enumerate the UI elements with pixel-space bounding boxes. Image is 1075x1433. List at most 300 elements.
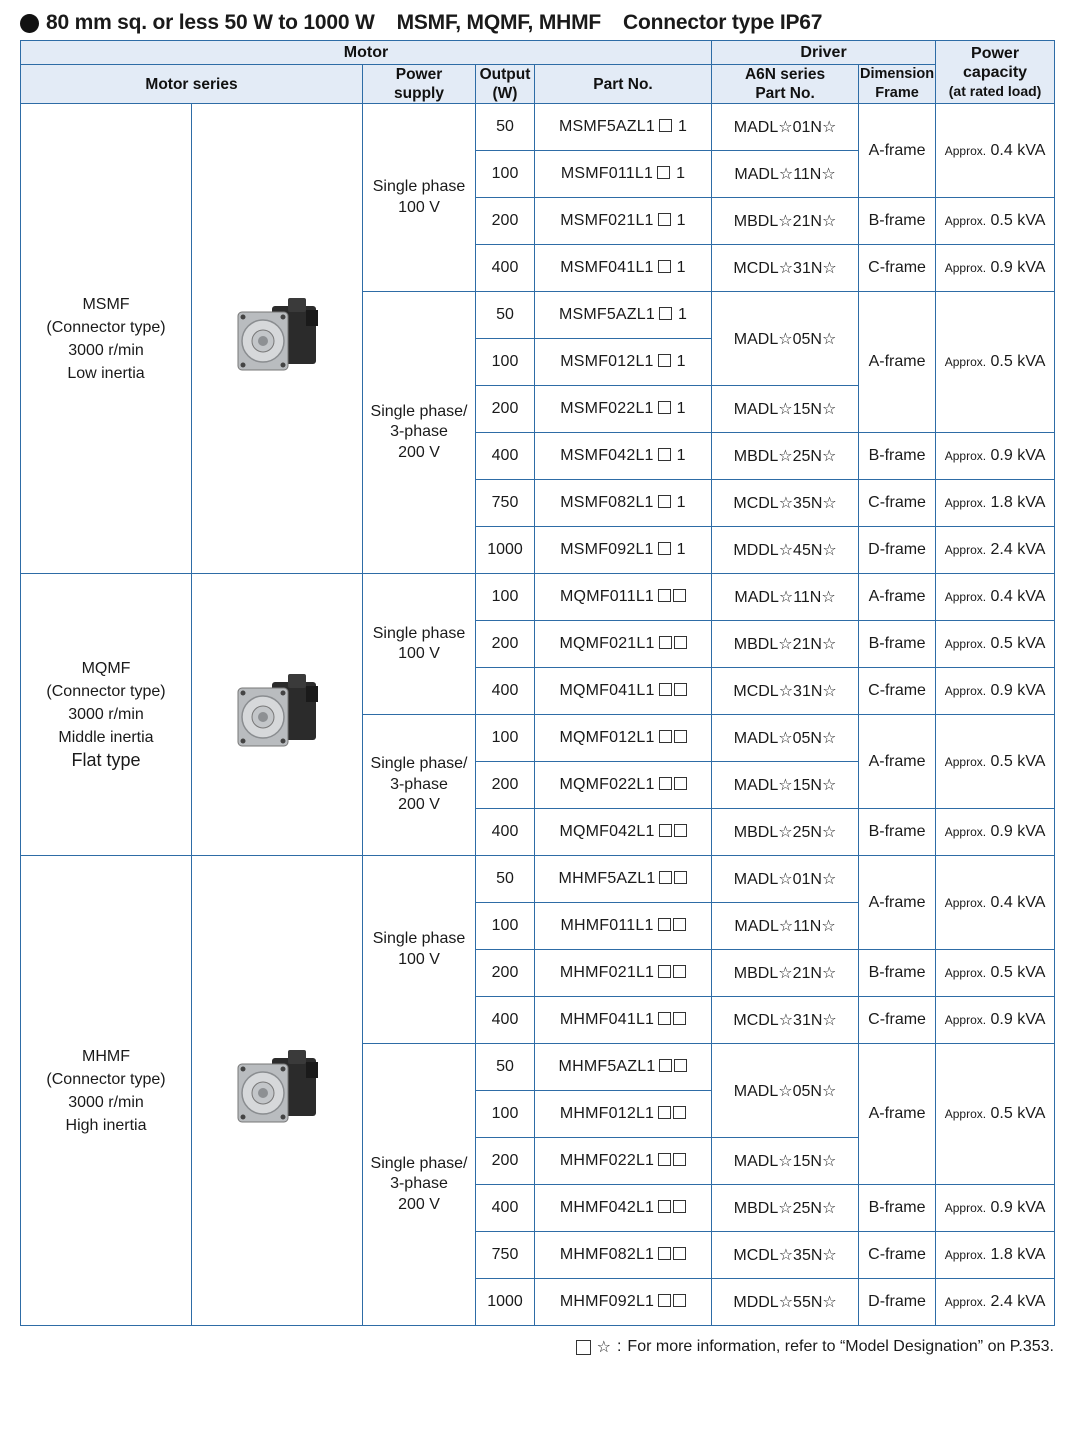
part-no-text: MQMF021L1 — [559, 635, 655, 652]
box-symbol-icon — [673, 1106, 686, 1119]
footnote-star: ☆ — [596, 1339, 611, 1356]
power-capacity-value: 2.4 kVA — [990, 541, 1046, 558]
part-no-text: MHMF042L1 — [559, 1199, 655, 1216]
approx-label: Approx. — [944, 449, 987, 463]
dimension-frame-cell: B-frame — [859, 621, 936, 668]
power-capacity-cell — [936, 856, 1055, 950]
series-line: High inertia — [65, 1116, 147, 1134]
power-capacity-value: 0.5 kVA — [990, 752, 1046, 770]
series-line: MQMF — [81, 660, 131, 677]
part-no-cell — [535, 1279, 712, 1326]
part-no-suffix: 1 — [676, 259, 686, 276]
output-cell: 200 — [476, 950, 535, 997]
output-cell: 100 — [476, 715, 535, 762]
footnote — [576, 1337, 1054, 1357]
approx-label: Approx. — [944, 543, 987, 557]
box-symbol-icon — [658, 1153, 671, 1166]
box-symbol-icon — [674, 824, 687, 837]
power-capacity-cell — [936, 809, 1055, 856]
power-capacity-value: 0.9 kVA — [990, 823, 1046, 840]
series-line: (Connector type) — [46, 1070, 166, 1088]
motor-series-cell — [21, 856, 192, 1326]
driver-part-no-cell: MDDL☆55N☆ — [712, 1279, 859, 1326]
power-capacity-cell — [936, 292, 1055, 433]
box-symbol-icon — [658, 589, 671, 602]
output-cell: 200 — [476, 198, 535, 245]
supply-line: 200 V — [398, 443, 440, 461]
power-capacity-value: 1.8 kVA — [990, 1246, 1046, 1263]
supply-line: 100 V — [398, 198, 440, 216]
driver-part-no-cell: MDDL☆45N☆ — [712, 527, 859, 574]
part-no-suffix: 1 — [677, 306, 688, 323]
box-symbol-icon — [674, 1059, 687, 1072]
part-no-suffix: 1 — [676, 494, 686, 511]
power-capacity-cell — [936, 1279, 1055, 1326]
output-cell: 750 — [476, 1232, 535, 1279]
box-symbol-icon — [674, 777, 687, 790]
driver-part-no-cell: MADL☆15N☆ — [712, 1138, 859, 1185]
driver-part-no-cell: MADL☆11N☆ — [712, 574, 859, 621]
approx-label: Approx. — [944, 754, 987, 769]
approx-label: Approx. — [944, 825, 987, 839]
driver-part-no-cell: MADL☆15N☆ — [712, 762, 859, 809]
box-symbol-icon — [658, 1247, 671, 1260]
part-no-cell — [535, 809, 712, 856]
power-capacity-value: 0.9 kVA — [990, 1199, 1046, 1216]
output-cell: 400 — [476, 433, 535, 480]
box-symbol-icon — [659, 730, 672, 743]
part-no-cell — [535, 1232, 712, 1279]
approx-label: Approx. — [944, 355, 987, 369]
power-capacity-cell — [936, 480, 1055, 527]
header-motor: Motor — [21, 41, 712, 65]
dimension-frame-cell: B-frame — [859, 1185, 936, 1232]
part-no-text: MHMF041L1 — [559, 1011, 655, 1028]
supply-line: Single phase — [372, 624, 466, 642]
part-no-suffix: 1 — [677, 118, 688, 135]
part-no-cell — [535, 715, 712, 762]
approx-label: Approx. — [944, 143, 987, 158]
box-symbol-icon — [673, 589, 686, 602]
part-no-cell — [535, 104, 712, 151]
output-cell: 100 — [476, 151, 535, 198]
header-line: Dimension — [859, 66, 935, 82]
dimension-frame-cell: A-frame — [859, 104, 936, 198]
table-row — [21, 104, 1055, 151]
part-no-cell — [535, 574, 712, 621]
box-symbol-icon — [659, 1059, 672, 1072]
series-flat-type: Flat type — [71, 750, 141, 770]
power-capacity-cell — [936, 950, 1055, 997]
part-no-cell — [535, 527, 712, 574]
part-no-text: MHMF5AZL1 — [558, 870, 656, 887]
part-no-cell — [535, 903, 712, 950]
power-capacity-value: 0.9 kVA — [990, 447, 1046, 464]
power-supply-cell — [363, 856, 476, 1044]
box-symbol-icon — [658, 401, 671, 414]
supply-line: Single phase/ — [370, 755, 468, 773]
driver-part-no-cell: MCDL☆31N☆ — [712, 668, 859, 715]
footnote-colon: : — [616, 1338, 622, 1355]
header-line: Frame — [875, 85, 919, 101]
dimension-frame-cell: A-frame — [859, 292, 936, 433]
box-symbol-icon — [659, 119, 672, 132]
driver-part-no-cell: MCDL☆31N☆ — [712, 997, 859, 1044]
part-no-cell — [535, 480, 712, 527]
part-no-cell — [535, 433, 712, 480]
power-capacity-value: 0.5 kVA — [990, 212, 1046, 229]
supply-line: Single phase/ — [370, 1154, 468, 1172]
box-symbol-icon — [673, 965, 686, 978]
output-cell: 100 — [476, 339, 535, 386]
dimension-frame-cell: A-frame — [859, 574, 936, 621]
box-symbol-icon — [658, 448, 671, 461]
output-cell: 100 — [476, 574, 535, 621]
part-no-text: MHMF092L1 — [559, 1293, 655, 1310]
power-capacity-value: 0.9 kVA — [990, 259, 1046, 276]
motor-image-cell — [192, 856, 363, 1326]
approx-label: Approx. — [944, 590, 987, 604]
box-symbol-icon — [657, 166, 670, 179]
part-no-cell — [535, 668, 712, 715]
header-line: A6N series — [744, 66, 826, 83]
approx-label: Approx. — [944, 1295, 987, 1309]
motor-image-cell — [192, 574, 363, 856]
box-symbol-icon — [673, 1294, 686, 1307]
approx-label: Approx. — [944, 496, 987, 510]
approx-label: Approx. — [944, 637, 987, 651]
driver-part-no-cell: MBDL☆25N☆ — [712, 1185, 859, 1232]
part-no-text: MSMF012L1 — [560, 353, 654, 370]
header-line: Power — [395, 66, 443, 83]
power-capacity-value: 0.5 kVA — [990, 353, 1046, 370]
header-line: (at rated load) — [948, 82, 1042, 99]
supply-line: Single phase — [372, 178, 466, 195]
driver-part-no-cell: MBDL☆25N☆ — [712, 809, 859, 856]
output-cell: 750 — [476, 480, 535, 527]
part-no-cell — [535, 950, 712, 997]
header-output — [476, 65, 535, 104]
approx-label: Approx. — [944, 1107, 987, 1121]
output-cell: 400 — [476, 997, 535, 1044]
box-symbol-icon — [659, 307, 672, 320]
output-cell: 100 — [476, 1091, 535, 1138]
part-no-text: MHMF022L1 — [559, 1152, 655, 1169]
power-capacity-cell — [936, 245, 1055, 292]
part-no-text: MHMF012L1 — [559, 1105, 655, 1122]
approx-label: Approx. — [944, 684, 987, 698]
title-connector: Connector type IP67 — [623, 11, 823, 34]
power-capacity-value: 1.8 kVA — [990, 494, 1046, 511]
supply-line: 200 V — [398, 1195, 440, 1213]
box-symbol-icon — [576, 1340, 591, 1355]
box-symbol-icon — [659, 777, 672, 790]
approx-label: Approx. — [944, 214, 987, 228]
supply-line: Single phase/ — [370, 402, 468, 420]
box-symbol-icon — [658, 965, 671, 978]
part-no-text: MSMF042L1 — [560, 447, 654, 464]
servo-motor-icon — [192, 672, 362, 758]
driver-part-no-cell: MBDL☆21N☆ — [712, 950, 859, 997]
power-capacity-cell — [936, 997, 1055, 1044]
box-symbol-icon — [658, 213, 671, 226]
power-supply-cell — [363, 292, 476, 574]
dimension-frame-cell: C-frame — [859, 1232, 936, 1279]
part-no-text: MQMF012L1 — [559, 729, 655, 746]
bullet-icon — [20, 14, 39, 33]
power-capacity-value: 0.9 kVA — [990, 1011, 1046, 1028]
dimension-frame-cell: B-frame — [859, 950, 936, 997]
dimension-frame-cell: C-frame — [859, 668, 936, 715]
driver-part-no-cell: MCDL☆35N☆ — [712, 1232, 859, 1279]
part-no-text: MHMF021L1 — [559, 964, 655, 981]
box-symbol-icon — [673, 1153, 686, 1166]
driver-part-no-cell: MADL☆05N☆ — [712, 292, 859, 386]
power-supply-cell — [363, 1044, 476, 1326]
box-symbol-icon — [673, 1012, 686, 1025]
part-no-text: MSMF082L1 — [560, 494, 654, 511]
part-no-text: MSMF022L1 — [560, 400, 654, 417]
power-capacity-cell — [936, 104, 1055, 198]
box-symbol-icon — [658, 1106, 671, 1119]
header-line: Power — [971, 44, 1020, 62]
output-cell: 50 — [476, 856, 535, 903]
header-line: Output — [479, 66, 531, 83]
power-capacity-value: 0.4 kVA — [990, 588, 1046, 605]
part-no-text: MHMF5AZL1 — [558, 1058, 656, 1075]
supply-line: 100 V — [398, 950, 440, 968]
power-capacity-cell — [936, 574, 1055, 621]
dimension-frame-cell: D-frame — [859, 527, 936, 574]
output-cell: 400 — [476, 809, 535, 856]
part-no-cell — [535, 1044, 712, 1091]
supply-line: 3-phase — [390, 1175, 448, 1193]
output-cell: 50 — [476, 1044, 535, 1091]
motor-series-cell — [21, 574, 192, 856]
part-no-cell — [535, 386, 712, 433]
series-line: MHMF — [82, 1047, 130, 1065]
series-line: 3000 r/min — [68, 1093, 144, 1111]
part-no-cell — [535, 997, 712, 1044]
part-no-text: MSMF041L1 — [560, 259, 654, 276]
power-supply-cell — [363, 715, 476, 856]
series-line: Low inertia — [67, 364, 145, 382]
power-capacity-cell — [936, 1185, 1055, 1232]
part-no-cell — [535, 198, 712, 245]
part-no-text: MQMF022L1 — [559, 776, 655, 793]
power-capacity-cell — [936, 1232, 1055, 1279]
power-capacity-cell — [936, 668, 1055, 715]
driver-part-no-cell: MBDL☆25N☆ — [712, 433, 859, 480]
part-no-text: MHMF082L1 — [559, 1246, 655, 1263]
output-cell: 200 — [476, 1138, 535, 1185]
part-no-cell — [535, 245, 712, 292]
approx-label: Approx. — [944, 966, 987, 980]
driver-part-no-cell: MCDL☆31N☆ — [712, 245, 859, 292]
part-no-suffix: 1 — [676, 212, 686, 229]
part-no-cell — [535, 1091, 712, 1138]
dimension-frame-cell: A-frame — [859, 1044, 936, 1185]
power-capacity-value: 2.4 kVA — [990, 1293, 1046, 1310]
approx-label: Approx. — [944, 1248, 987, 1262]
part-no-cell — [535, 151, 712, 198]
header-driver: Driver — [712, 41, 936, 65]
header-line: capacity — [963, 63, 1028, 81]
table-row — [21, 574, 1055, 621]
driver-part-no-cell: MADL☆05N☆ — [712, 1044, 859, 1138]
part-no-suffix: 1 — [676, 400, 686, 417]
part-no-text: MSMF5AZL1 — [558, 118, 655, 135]
power-capacity-cell — [936, 198, 1055, 245]
dimension-frame-cell: C-frame — [859, 480, 936, 527]
dimension-frame-cell: A-frame — [859, 715, 936, 809]
header-power-supply — [363, 65, 476, 104]
series-line: 3000 r/min — [68, 341, 144, 359]
header-a6n — [712, 65, 859, 104]
power-supply-cell — [363, 574, 476, 715]
part-no-suffix: 1 — [676, 165, 686, 182]
output-cell: 400 — [476, 1185, 535, 1232]
power-capacity-value: 0.5 kVA — [990, 635, 1046, 652]
dimension-frame-cell: B-frame — [859, 433, 936, 480]
series-line: (Connector type) — [46, 683, 166, 700]
power-capacity-cell — [936, 433, 1055, 480]
dimension-frame-cell: C-frame — [859, 245, 936, 292]
motor-series-cell — [21, 104, 192, 574]
approx-label: Approx. — [944, 1013, 987, 1027]
spec-table — [20, 40, 1055, 1326]
power-capacity-cell — [936, 715, 1055, 809]
box-symbol-icon — [658, 918, 671, 931]
box-symbol-icon — [658, 260, 671, 273]
part-no-cell — [535, 762, 712, 809]
part-no-text: MSMF5AZL1 — [558, 306, 655, 323]
power-capacity-value: 0.5 kVA — [990, 964, 1046, 981]
servo-motor-icon — [192, 296, 362, 382]
driver-part-no-cell: MADL☆11N☆ — [712, 151, 859, 198]
box-symbol-icon — [659, 683, 672, 696]
page-title — [20, 10, 822, 36]
box-symbol-icon — [673, 918, 686, 931]
box-symbol-icon — [674, 871, 687, 884]
box-symbol-icon — [658, 1200, 671, 1213]
output-cell: 200 — [476, 621, 535, 668]
power-capacity-value: 0.9 kVA — [990, 682, 1046, 699]
footnote-text: For more information, refer to “Model Designation” on P.353. — [627, 1338, 1054, 1355]
power-capacity-cell — [936, 621, 1055, 668]
power-capacity-cell — [936, 527, 1055, 574]
box-symbol-icon — [673, 1200, 686, 1213]
box-symbol-icon — [674, 636, 687, 649]
supply-line: 3-phase — [390, 423, 448, 441]
servo-motor-icon — [192, 1048, 362, 1134]
series-line: MSMF — [82, 295, 130, 313]
approx-label: Approx. — [944, 1201, 987, 1215]
box-symbol-icon — [658, 1294, 671, 1307]
output-cell: 200 — [476, 386, 535, 433]
approx-label: Approx. — [944, 261, 987, 275]
driver-part-no-cell: MBDL☆21N☆ — [712, 198, 859, 245]
box-symbol-icon — [659, 824, 672, 837]
dimension-frame-cell: B-frame — [859, 809, 936, 856]
box-symbol-icon — [659, 636, 672, 649]
part-no-suffix: 1 — [676, 541, 686, 558]
supply-line: Single phase — [372, 930, 466, 947]
box-symbol-icon — [674, 683, 687, 696]
dimension-frame-cell: D-frame — [859, 1279, 936, 1326]
output-cell: 1000 — [476, 1279, 535, 1326]
part-no-text: MHMF011L1 — [560, 917, 654, 934]
dimension-frame-cell: A-frame — [859, 856, 936, 950]
driver-part-no-cell: MADL☆11N☆ — [712, 903, 859, 950]
supply-line: 100 V — [398, 645, 440, 662]
header-line: supply — [394, 85, 444, 102]
header-line: Part No. — [755, 85, 815, 102]
header-power-capacity — [936, 41, 1055, 104]
power-capacity-cell — [936, 1044, 1055, 1185]
header-dimension — [859, 65, 936, 104]
output-cell: 100 — [476, 903, 535, 950]
approx-label: Approx. — [944, 895, 987, 910]
series-line: (Connector type) — [46, 318, 166, 336]
dimension-frame-cell: C-frame — [859, 997, 936, 1044]
part-no-cell — [535, 856, 712, 903]
driver-part-no-cell: MBDL☆21N☆ — [712, 621, 859, 668]
supply-line: 200 V — [398, 796, 440, 814]
part-no-cell — [535, 621, 712, 668]
output-cell: 50 — [476, 292, 535, 339]
part-no-suffix: 1 — [676, 447, 686, 464]
driver-part-no-cell: MADL☆05N☆ — [712, 715, 859, 762]
power-supply-cell — [363, 104, 476, 292]
power-capacity-value: 0.4 kVA — [990, 893, 1046, 911]
part-no-cell — [535, 1138, 712, 1185]
output-cell: 400 — [476, 668, 535, 715]
driver-part-no-cell: MADL☆01N☆ — [712, 856, 859, 903]
driver-part-no-cell: MADL☆15N☆ — [712, 386, 859, 433]
box-symbol-icon — [658, 495, 671, 508]
motor-image-cell — [192, 104, 363, 574]
table-row — [21, 856, 1055, 903]
driver-part-no-cell: MADL☆01N☆ — [712, 104, 859, 151]
power-capacity-value: 0.5 kVA — [990, 1105, 1046, 1122]
part-no-text: MQMF011L1 — [560, 588, 655, 605]
box-symbol-icon — [658, 1012, 671, 1025]
part-no-text: MSMF021L1 — [560, 212, 654, 229]
output-cell: 50 — [476, 104, 535, 151]
series-line: Middle inertia — [58, 729, 154, 746]
power-capacity-value: 0.4 kVA — [990, 141, 1046, 159]
title-series: MSMF, MQMF, MHMF — [396, 11, 602, 34]
supply-line: 3-phase — [390, 775, 448, 793]
part-no-text: MQMF041L1 — [559, 682, 655, 699]
box-symbol-icon — [658, 354, 671, 367]
dimension-frame-cell: B-frame — [859, 198, 936, 245]
title-size-range: 80 mm sq. or less 50 W to 1000 W — [46, 11, 375, 34]
header-line: (W) — [492, 85, 518, 102]
output-cell: 400 — [476, 245, 535, 292]
box-symbol-icon — [658, 542, 671, 555]
driver-part-no-cell: MCDL☆35N☆ — [712, 480, 859, 527]
part-no-text: MSMF092L1 — [560, 541, 654, 558]
box-symbol-icon — [674, 730, 687, 743]
header-part-no: Part No. — [535, 65, 712, 104]
part-no-cell — [535, 339, 712, 386]
header-motor-series: Motor series — [21, 65, 363, 104]
part-no-cell — [535, 1185, 712, 1232]
output-cell: 200 — [476, 762, 535, 809]
output-cell: 1000 — [476, 527, 535, 574]
